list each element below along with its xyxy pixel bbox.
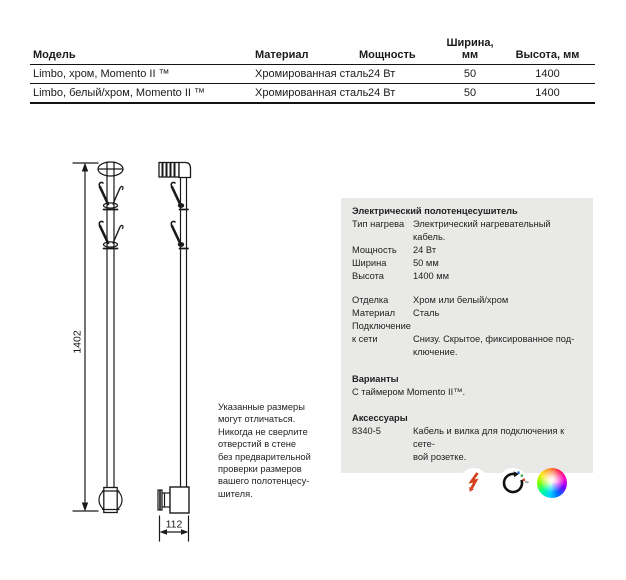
color-wheel-icon (537, 468, 567, 498)
spec-label: Материал (352, 308, 396, 318)
table-cell-power: 24 Вт (368, 87, 396, 99)
spec-label: Тип нагрева (352, 219, 405, 229)
momento-timer-icon (498, 468, 528, 498)
spec-label: Высота (352, 271, 384, 281)
table-cell-power: 24 Вт (368, 68, 396, 80)
variants-text: С таймером Momento II™. (352, 387, 466, 397)
table-cell-width: 50 (463, 87, 477, 99)
spec-label: Подключение к сети (352, 321, 411, 344)
table-cell-model: Limbo, хром, Momento II ™ (33, 68, 170, 80)
table-cell-width: 50 (463, 68, 477, 80)
column-header-model: Модель (33, 49, 76, 61)
column-header-material: Материал (255, 49, 309, 61)
table-cell-material: Хромированная сталь (255, 87, 369, 99)
column-header-power: Мощность (359, 49, 416, 61)
spec-row (352, 257, 583, 270)
spec-row (352, 294, 583, 307)
height-dimension-label: 1402 (71, 330, 84, 354)
accessory-row (352, 425, 583, 464)
accessories-title: Аксессуары (352, 413, 408, 423)
front-view (98, 162, 123, 513)
table-cell-height: 1400 (535, 87, 560, 99)
height-dimension (72, 163, 99, 512)
spec-row (352, 270, 583, 283)
spec-row (352, 244, 583, 257)
table-header-row (30, 35, 595, 65)
table-cell-height: 1400 (535, 68, 560, 80)
table-cell-model: Limbo, белый/хром, Momento II ™ (33, 87, 206, 99)
feature-icons (352, 468, 583, 498)
accessory-code: 8340-5 (352, 426, 381, 436)
spec-value: Снизу. Скрытое, фиксированное под- ключение. (413, 334, 575, 357)
electric-bolt-icon (459, 468, 489, 498)
width-dimension (160, 516, 189, 541)
spec-label: Отделка (352, 295, 389, 305)
trademark-symbol: ™ (524, 480, 529, 486)
spec-label: Мощность (352, 245, 397, 255)
table-cell-material: Хромированная сталь (255, 68, 369, 80)
spec-value: Хром или белый/хром (413, 295, 509, 305)
spec-value: Сталь (413, 308, 440, 318)
measurement-disclaimer: Указанные размеры могут отличаться. Никогда не сверлите отверстий в стене без предварительной проверки размеров вашего полотенцесу- шителя. (218, 402, 311, 499)
side-view (158, 163, 191, 514)
variants-title: Варианты (352, 374, 399, 384)
spacer (352, 283, 583, 294)
spec-value: 1400 мм (413, 271, 450, 281)
table-row (30, 65, 595, 84)
width-dimension-label: 112 (165, 518, 183, 531)
color-wheel (537, 468, 567, 498)
column-header-width: Ширина, мм (446, 37, 494, 61)
spec-panel (341, 198, 593, 486)
spec-row (352, 307, 583, 320)
column-header-height: Высота, мм (515, 49, 580, 61)
spec-row (352, 218, 583, 244)
spec-label: Ширина (352, 258, 387, 268)
product-table (30, 35, 595, 104)
spec-row (352, 320, 583, 359)
spec-value: Электрический нагревательный кабель. (413, 219, 551, 242)
spec-value: 24 Вт (413, 245, 437, 255)
spec-panel-title: Электрический полотенцесушитель (352, 206, 518, 216)
spec-value: 50 мм (413, 258, 439, 268)
accessory-text: Кабель и вилка для подключения к сете- вой розетке. (413, 426, 565, 462)
table-row (30, 84, 595, 104)
